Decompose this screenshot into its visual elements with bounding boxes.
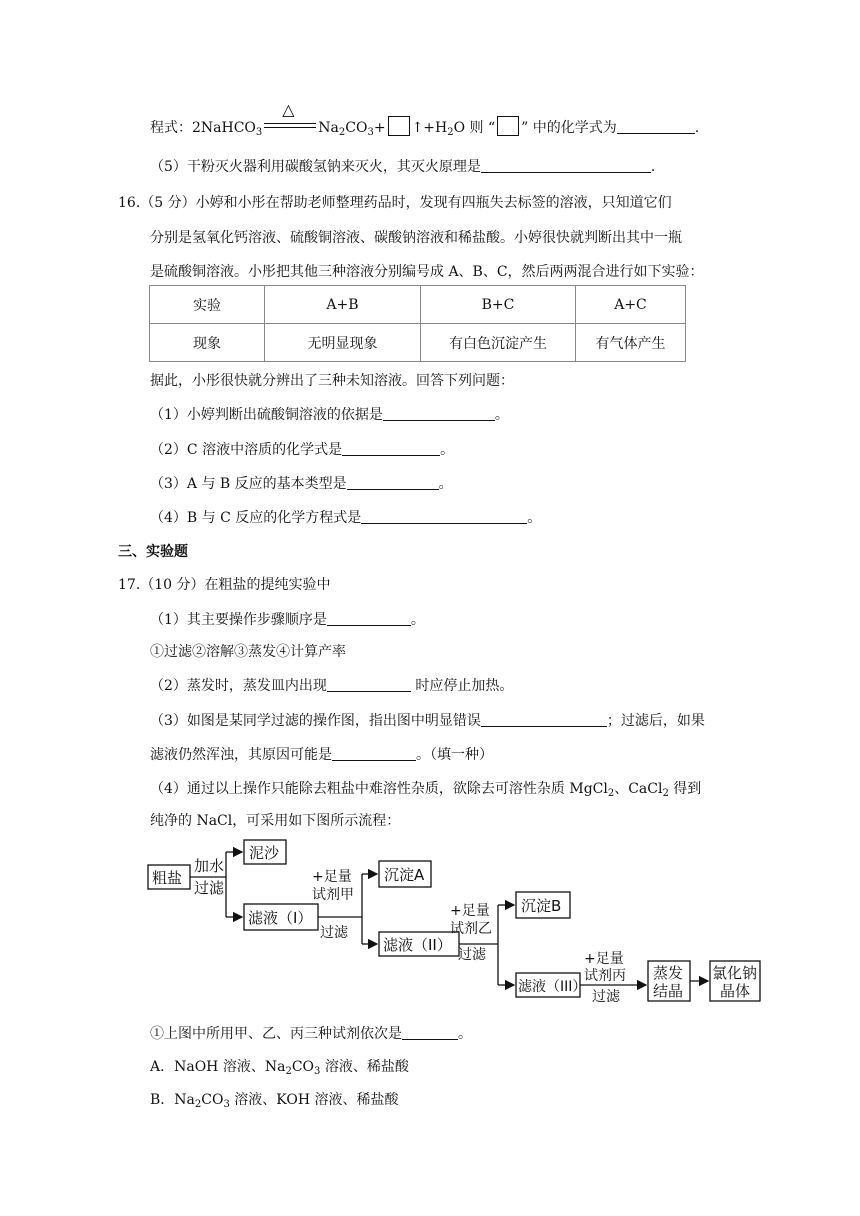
- punct: .: [650, 159, 656, 175]
- table-cell: 有气体产生: [576, 324, 686, 362]
- eq-sub: 3: [255, 127, 263, 138]
- option-text: 溶液、稀盐酸: [320, 1059, 409, 1075]
- flow-label: 晶体: [720, 982, 751, 1000]
- answer-blank[interactable]: [342, 441, 440, 456]
- sub: 3: [223, 1099, 230, 1110]
- q16-part1: [150, 405, 509, 425]
- flow-label: +足量: [312, 869, 352, 885]
- table-cell: 实验: [150, 286, 265, 324]
- option-text: CO: [201, 1092, 224, 1108]
- q16-intro-2: 分别是氢氧化钙溶液、硫酸铜溶液、碳酸钠溶液和稀盐酸。小婷很快就判断出其中一瓶: [150, 230, 682, 246]
- flow-label: 过滤: [592, 989, 620, 1005]
- table-cell: 有白色沉淀产生: [421, 324, 576, 362]
- q16-intro-3: 是硫酸铜溶液。小彤把其他三种溶液分别编号成 A、B、C，然后两两混合进行如下实验：: [150, 264, 704, 280]
- flow-label: 氯化钠: [712, 964, 758, 982]
- flow-label: 滤液（II）: [383, 936, 452, 954]
- answer-blank[interactable]: [347, 475, 439, 490]
- flow-label: 过滤: [458, 947, 486, 963]
- answer-box[interactable]: [388, 116, 410, 136]
- purification-flow-diagram: [140, 835, 770, 1010]
- question-text: 、CaCl: [614, 781, 663, 797]
- question-text: （5）干粉灭火器利用碳酸氢钠来灭火，其灭火原理是: [150, 159, 481, 175]
- punct: 。: [458, 1026, 472, 1042]
- option-text: A．NaOH 溶液、Na: [150, 1059, 286, 1075]
- question-text: ；过滤后，如果: [606, 713, 705, 729]
- question-text: （3）A 与 B 反应的基本类型是: [150, 476, 347, 492]
- table-row: [150, 286, 686, 324]
- table-cell: 无明显现象: [265, 324, 421, 362]
- q17-option-b[interactable]: [150, 1090, 399, 1110]
- heat-triangle-icon: △: [282, 100, 295, 119]
- q17-part4-b: 纯净的 NaCl，可采用如下图所示流程：: [150, 813, 401, 829]
- eq-sub: 2: [338, 127, 346, 138]
- answer-blank[interactable]: [481, 712, 607, 727]
- punct: 。: [438, 476, 453, 492]
- sub: 3: [314, 1066, 321, 1077]
- flow-label: +足量: [450, 903, 490, 919]
- table-cell: 现象: [150, 324, 265, 362]
- answer-blank[interactable]: [383, 406, 495, 421]
- q16-after: 据此，小彤很快就分辨出了三种未知溶液。回答下列问题：: [150, 373, 514, 389]
- flow-label: 粗盐: [152, 869, 183, 887]
- table-cell: A+B: [265, 286, 421, 324]
- question-text: （3）如图是某同学过滤的操作图，指出图中明显错误: [150, 713, 481, 729]
- eq-text: 程式：2NaHCO: [150, 120, 256, 136]
- flow-label: 蒸发: [653, 964, 684, 982]
- flow-label: 试剂甲: [312, 887, 354, 903]
- eq-text: ↑+H: [411, 120, 448, 136]
- eq-text: .: [694, 120, 700, 136]
- question-text: ①上图中所用甲、乙、丙三种试剂依次是: [150, 1026, 402, 1042]
- question-text: （1）小婷判断出硫酸铜溶液的依据是: [150, 407, 383, 423]
- question-text: 。（填一种）: [416, 747, 493, 763]
- q17-part3-b: [150, 745, 493, 765]
- q17-part2: [150, 676, 513, 696]
- flow-label: 试剂乙: [450, 921, 492, 937]
- q17-part3: [150, 711, 705, 731]
- answer-blank[interactable]: [361, 509, 527, 524]
- q17-sub1: [150, 1024, 472, 1044]
- punct: 。: [527, 510, 542, 526]
- q15-part5: [150, 157, 655, 177]
- eq-sub: 2: [447, 127, 454, 138]
- question-text: （4）通过以上操作只能除去粗盐中难溶性杂质，欲除去可溶性杂质 MgCl: [150, 781, 608, 797]
- answer-blank[interactable]: [402, 1025, 458, 1040]
- sub: 2: [194, 1099, 202, 1110]
- sub: 2: [662, 788, 669, 799]
- sub: 2: [607, 788, 615, 799]
- question-text: （1）其主要操作步骤顺序是: [150, 612, 327, 628]
- flow-label: 试剂丙: [584, 968, 626, 984]
- answer-blank[interactable]: [481, 158, 651, 173]
- flow-label: 泥沙: [249, 844, 280, 862]
- section-title: 三、实验题: [118, 544, 188, 560]
- question-text: （2）蒸发时，蒸发皿内出现: [150, 678, 327, 694]
- punct: 。: [494, 407, 509, 423]
- flow-label: 过滤: [320, 925, 348, 941]
- question-text: （2）C 溶液中溶质的化学式是: [150, 442, 343, 458]
- eq-text: Na: [318, 120, 339, 136]
- punct: 。: [440, 442, 455, 458]
- q16-intro-1: 16.（5 分）小婷和小彤在帮助老师整理药品时，发现有四瓶失去标签的溶液，只知道它们: [118, 195, 672, 211]
- q17-part4: [150, 779, 701, 799]
- q17-option-a[interactable]: [150, 1057, 409, 1077]
- eq-text: +: [373, 120, 386, 136]
- answer-blank[interactable]: [327, 611, 411, 626]
- q17-part1: [150, 610, 425, 630]
- eq-sub: 3: [367, 127, 374, 138]
- sub: 2: [285, 1066, 292, 1077]
- question-text: （4）B 与 C 反应的化学方程式是: [150, 510, 362, 526]
- flow-label: 沉淀B: [521, 897, 562, 915]
- option-text: B．Na: [150, 1092, 195, 1108]
- answer-blank[interactable]: [617, 119, 695, 134]
- answer-blank[interactable]: [332, 746, 416, 761]
- q16-part3: [150, 474, 453, 494]
- flow-label: 沉淀A: [384, 866, 425, 884]
- experiment-table: [149, 285, 686, 362]
- answer-box[interactable]: [497, 116, 519, 136]
- table-cell: A+C: [576, 286, 686, 324]
- question-text: 滤液仍然浑浊，其原因可能是: [150, 747, 332, 763]
- q16-part4: [150, 508, 541, 528]
- q16-part2: [150, 440, 454, 460]
- q17-part1-options: ①过滤②溶解③蒸发④计算产率: [150, 644, 346, 660]
- question-text: 得到: [668, 781, 702, 797]
- answer-blank[interactable]: [327, 677, 411, 692]
- option-text: 溶液、KOH 溶液、稀盐酸: [229, 1092, 399, 1108]
- eq-text: CO: [345, 120, 368, 136]
- flow-label: 加水: [194, 857, 225, 875]
- flow-label: +足量: [584, 951, 624, 967]
- flow-label: 结晶: [653, 982, 684, 1000]
- eq-text: O 则 “: [453, 120, 496, 136]
- flow-label: 滤液（III）: [518, 979, 587, 995]
- flow-label: 过滤: [194, 879, 225, 897]
- eq-text: ” 中的化学式为: [521, 120, 617, 136]
- option-text: CO: [291, 1059, 315, 1075]
- table-row: [150, 324, 686, 362]
- question-text: 时应停止加热。: [410, 678, 514, 694]
- flow-label: 滤液（I）: [248, 909, 313, 927]
- heat-equals-sign: [262, 100, 318, 136]
- table-cell: B+C: [421, 286, 576, 324]
- punct: 。: [410, 612, 425, 628]
- q17-intro: 17.（10 分）在粗盐的提纯实验中: [118, 577, 331, 593]
- q15-equation-line: [150, 100, 700, 138]
